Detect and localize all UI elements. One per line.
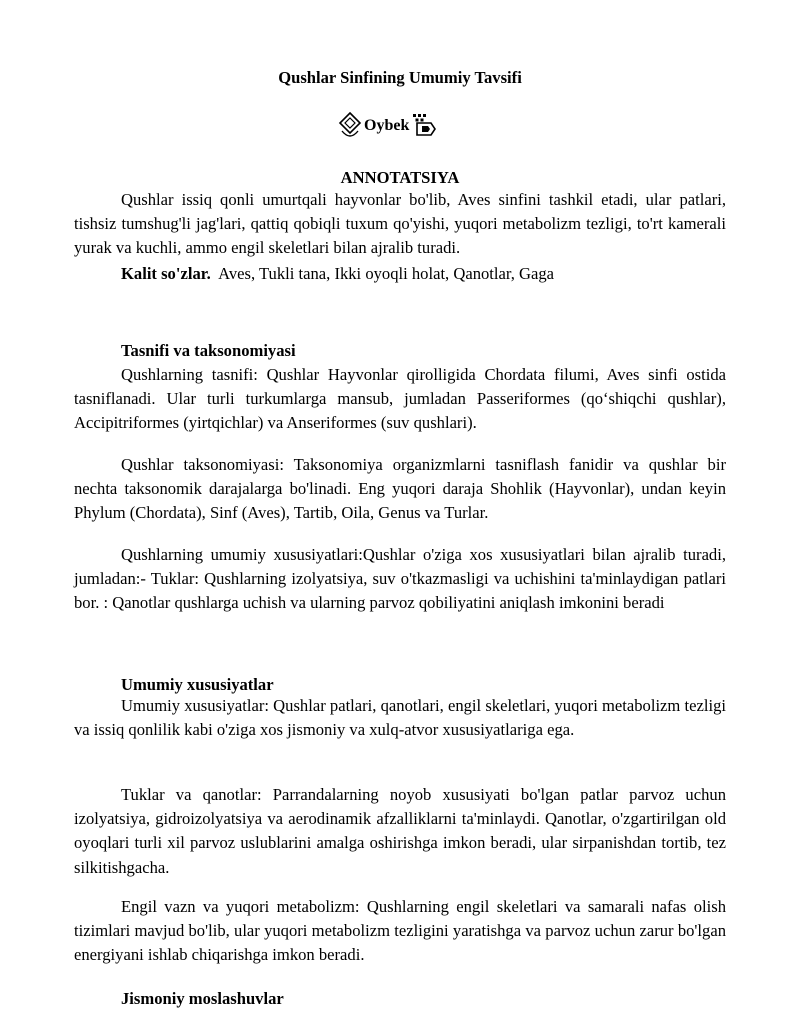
oybek-logo bbox=[338, 110, 448, 142]
section-heading-common-features: Umumiy xususiyatlar bbox=[121, 675, 274, 694]
keywords-label: Kalit so'zlar. bbox=[121, 264, 211, 283]
annotation-heading: ANNOTATSIYA bbox=[340, 168, 460, 187]
paragraph-general-features: Qushlarning umumiy xususiyatlari:Qushlar o'ziga xos xususiyatlari bilan ajralib turadi, jumladan:- Tuklar: Qushlarning izolyatsiya, suv o'tkazmasligi va uchishini ta'minlaydigan patlari bor. : Qanotlar qushlarga uchish va ularning parvoz qobiliyatini aniqlash imkonini beradi bbox=[74, 545, 726, 613]
logo-text: Oybek bbox=[364, 116, 410, 134]
paragraph-light-weight-metabolism: Engil vazn va yuqori metabolizm: Qushlarning engil skeletlari va samarali nafas olish tizimlari mavjud bo'lib, ular yuqori metabolizm tezligini yaratishga va parvoz uchun zarur bo'lgan energiyani ishlab chiqarishga imkon beradi. bbox=[74, 897, 726, 965]
keywords-text: Aves, Tukli tana, Ikki oyoqli holat, Qanotlar, Gaga bbox=[218, 264, 555, 283]
section-heading-physical-adaptations: Jismoniy moslashuvlar bbox=[121, 989, 284, 1008]
paragraph-taxonomy: Qushlar taksonomiyasi: Taksonomiya organizmlarni tasniflash fanidir va qushlar bir nechta taksonomik darajalarga bo'linadi. Eng yuqori daraja Shohlik (Hayvonlar), undan keyin Phylum (Chordata), Sinf (Aves), Tartib, Oila, Genus va Turlar. bbox=[74, 455, 726, 523]
logo-left-emblem-icon bbox=[338, 111, 362, 141]
logo-right-emblem-icon bbox=[411, 111, 437, 141]
document-title: Qushlar Sinfining Umumiy Tavsifi bbox=[278, 68, 522, 87]
paragraph-classification: Qushlarning tasnifi: Qushlar Hayvonlar qirolligida Chordata filumi, Aves sinfi ostida tasniflanadi. Ular turli turkumlarga mansub, jumladan Passeriformes (qo‘shiqchi qushlar), Accipitriformes (yirtqichlar) va Anseriformes (suv qushlari). bbox=[74, 365, 726, 433]
keywords-line bbox=[74, 262, 726, 286]
paragraph-feathers-wings: Tuklar va qanotlar: Parrandalarning noyob xususiyati bo'lgan patlar parvoz uchun izolyatsiya, gidroizolyatsiya va aerodinamik afzalliklarni ta'minlaydi. Qanotlar, o'zgartirilgan old oyoqlari turli xil parvoz uslublarini amalga oshirishga imkon beradi, ular sirpanishdan tortib, tez silkitishgacha. bbox=[74, 785, 726, 877]
paragraph-common-features: Umumiy xususiyatlar: Qushlar patlari, qanotlari, engil skeletlari, yuqori metabolizm tezligi va issiq qonlilik kabi o'ziga xos jismoniy va xulq-atvor xususiyatlariga ega. bbox=[74, 696, 726, 740]
section-heading-classification: Tasnifi va taksonomiyasi bbox=[121, 341, 296, 360]
annotation-text: Qushlar issiq qonli umurtqali hayvonlar bo'lib, Aves sinfini tashkil etadi, ular patlari, tishsiz tumshug'li jag'lari, qattiq qobiqli tuxum qo'yishi, yuqori metabolizm tezligi, to'rt kamerali yurak va kuchli, ammo engil skeletlari bilan ajralib turadi. bbox=[74, 190, 726, 258]
